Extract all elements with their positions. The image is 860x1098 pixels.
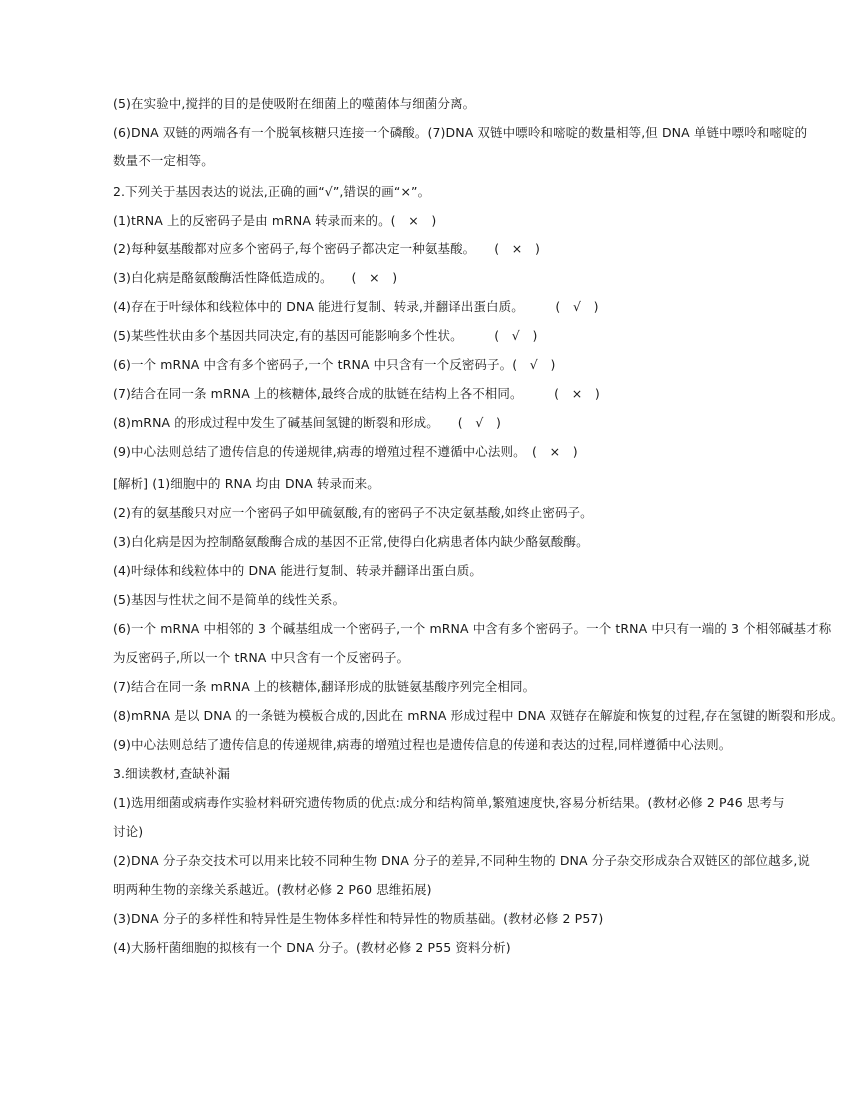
question-line: (4)存在于叶绿体和线粒体中的 DNA 能进行复制、转录,并翻译出蛋白质。 ( √ ) (113, 299, 599, 314)
question-line: (3)白化病是酪氨酸酶活性降低造成的。 ( × ) (113, 270, 398, 285)
text-line: (5)在实验中,搅拌的目的是使吸附在细菌上的噬菌体与细菌分离。 (113, 96, 476, 111)
text-line: (6)DNA 双链的两端各有一个脱氧核糖只连接一个磷酸。(7)DNA 双链中嘌呤和嘧啶的数量相等,但 DNA 单链中嘌呤和嘧啶的 (113, 125, 808, 140)
question-line: (5)某些性状由多个基因共同决定,有的基因可能影响多个性状。 ( √ ) (113, 328, 538, 343)
question-line: (2)每种氨基酸都对应多个密码子,每个密码子都决定一种氨基酸。 ( × ) (113, 241, 540, 256)
textbook-line: (1)选用细菌或病毒作实验材料研究遗传物质的优点:成分和结构简单,繁殖速度快,容易分析结果。(教材必修 2 P46 思考与 (113, 795, 785, 810)
analysis-line: (5)基因与性状之间不是简单的线性关系。 (113, 592, 346, 607)
textbook-line: (3)DNA 分子的多样性和特异性是生物体多样性和特异性的物质基础。(教材必修 2 P57) (113, 911, 604, 926)
textbook-line: 明两种生物的亲缘关系越近。(教材必修 2 P60 思维拓展) (113, 882, 432, 897)
section-heading-3: 3.细读教材,查缺补漏 (113, 766, 230, 781)
question-line: (8)mRNA 的形成过程中发生了碱基间氢键的断裂和形成。 ( √ ) (113, 415, 502, 430)
analysis-line: [解析] (1)细胞中的 RNA 均由 DNA 转录而来。 (113, 476, 380, 491)
textbook-line: (2)DNA 分子杂交技术可以用来比较不同种生物 DNA 分子的差异,不同种生物的 DNA 分子杂交形成杂合双链区的部位越多,说 (113, 853, 811, 868)
question-line: (1)tRNA 上的反密码子是由 mRNA 转录而来的。( × ) (113, 213, 437, 228)
analysis-line: 为反密码子,所以一个 tRNA 中只含有一个反密码子。 (113, 650, 410, 665)
analysis-line: (7)结合在同一条 mRNA 上的核糖体,翻译形成的肽链氨基酸序列完全相同。 (113, 679, 536, 694)
analysis-line: (4)叶绿体和线粒体中的 DNA 能进行复制、转录并翻译出蛋白质。 (113, 563, 482, 578)
section-heading-2: 2.下列关于基因表达的说法,正确的画“√”,错误的画“×”。 (113, 184, 431, 199)
analysis-line: (8)mRNA 是以 DNA 的一条链为模板合成的,因此在 mRNA 形成过程中 DNA 双链存在解旋和恢复的过程,存在氢键的断裂和形成。 (113, 708, 844, 723)
question-line: (9)中心法则总结了遗传信息的传递规律,病毒的增殖过程不遵循中心法则。 ( × ) (113, 444, 578, 459)
text-line: 数量不一定相等。 (113, 153, 214, 168)
textbook-line: 讨论) (113, 824, 144, 839)
analysis-line: (6)一个 mRNA 中相邻的 3 个碱基组成一个密码子,一个 mRNA 中含有多个密码子。一个 tRNA 中只有一端的 3 个相邻碱基才称 (113, 621, 832, 636)
analysis-line: (3)白化病是因为控制酪氨酸酶合成的基因不正常,使得白化病患者体内缺少酪氨酸酶。 (113, 534, 589, 549)
analysis-line: (9)中心法则总结了遗传信息的传递规律,病毒的增殖过程也是遗传信息的传递和表达的过程,同样遵循中心法则。 (113, 737, 732, 752)
question-line: (7)结合在同一条 mRNA 上的核糖体,最终合成的肽链在结构上各不相同。 ( × ) (113, 386, 600, 401)
textbook-line: (4)大肠杆菌细胞的拟核有一个 DNA 分子。(教材必修 2 P55 资料分析) (113, 940, 511, 955)
analysis-line: (2)有的氨基酸只对应一个密码子如甲硫氨酸,有的密码子不决定氨基酸,如终止密码子。 (113, 505, 593, 520)
question-line: (6)一个 mRNA 中含有多个密码子,一个 tRNA 中只含有一个反密码子。( √ ) (113, 357, 556, 372)
